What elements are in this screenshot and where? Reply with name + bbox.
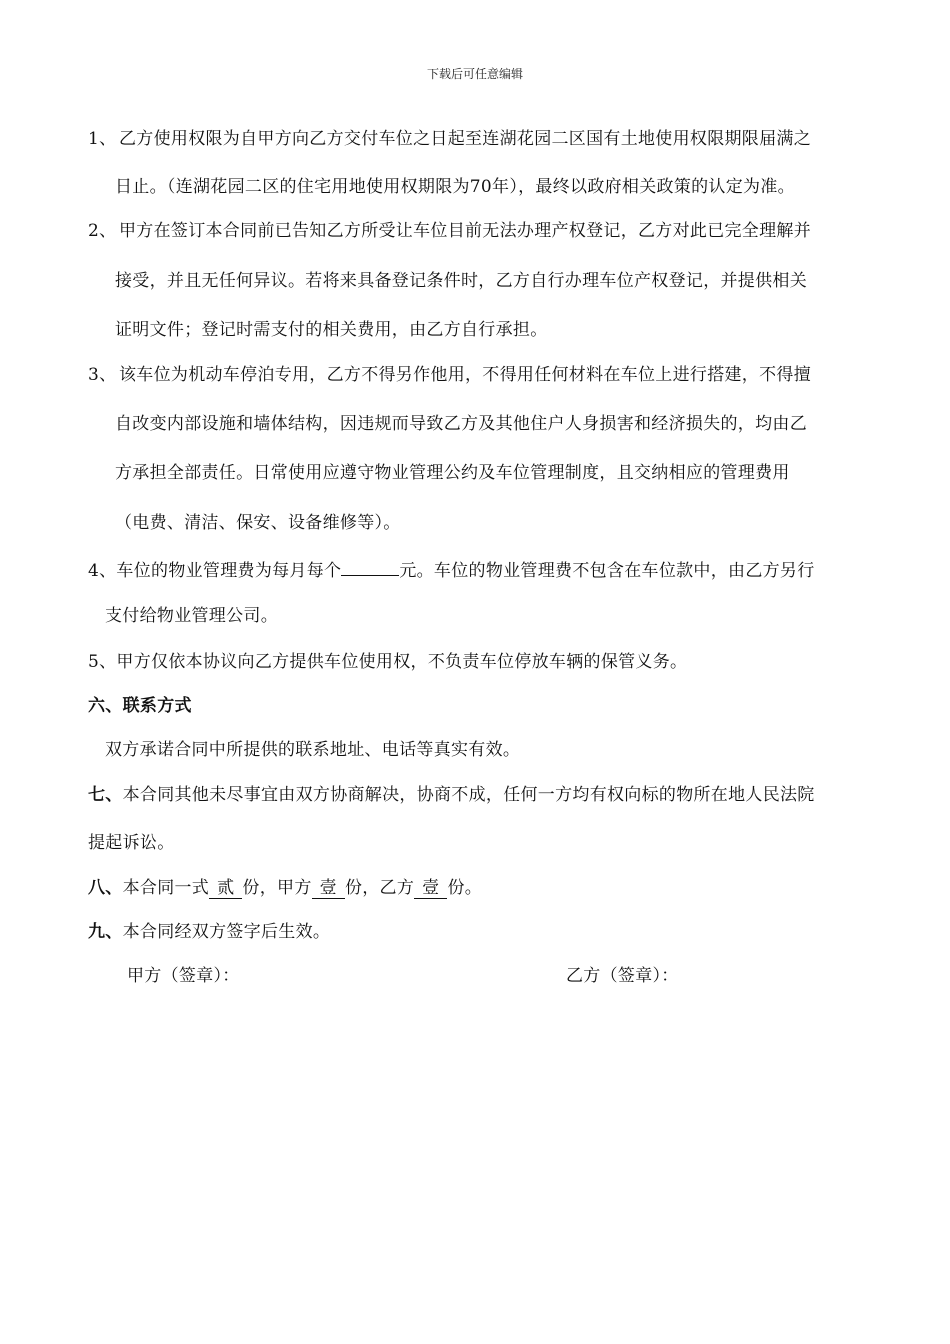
clause-2-number: 2、 [88, 221, 117, 241]
section-7-text: 本合同其他未尽事宜由双方协商解决，协商不成，任何一方均有权向标的物所在地人民法院 [122, 785, 815, 805]
section-8 [88, 877, 482, 899]
clause-1-line-1: 乙方使用权限为自甲方向乙方交付车位之日起至连湖花园二区国有土地使用权限期限届满之 [119, 129, 811, 149]
section-8-text-1: 本合同一式 [122, 878, 210, 898]
section-8-text-3: 份，乙方 [344, 878, 415, 898]
clause-3-line-3: 方承担全部责任。日常使用应遵守物业管理公约及车位管理制度，且交纳相应的管理费用 [115, 463, 790, 483]
section-7-heading: 七、 [88, 785, 123, 805]
header-note: 下载后可任意编辑 [426, 67, 523, 81]
section-7-line-1 [88, 784, 815, 806]
clause-3-line-2: 自改变内部设施和墙体结构，因违规而导致乙方及其他住户人身损害和经济损失的，均由乙 [115, 414, 807, 434]
copies-party-a: 壹 [312, 878, 345, 899]
clause-1-line-2: 日止。（连湖花园二区的住宅用地使用权期限为70年），最终以政府相关政策的认定为准。 [115, 177, 795, 197]
party-a-signature-label: 甲方（签章）： [127, 966, 240, 986]
copies-total: 贰 [209, 878, 242, 899]
section-7-line-2: 提起诉讼。 [88, 833, 175, 853]
clause-5: 5、甲方仅依本协议向乙方提供车位使用权，不负责车位停放车辆的保管义务。 [88, 652, 688, 672]
clause-3-number: 3、 [88, 365, 117, 385]
party-b-signature-label: 乙方（签章）： [566, 966, 679, 986]
section-9-heading: 九、 [88, 922, 123, 942]
clause-3-line-1: 该车位为机动车停泊专用，乙方不得另作他用，不得用任何材料在车位上进行搭建，不得擅 [119, 365, 811, 385]
clause-2-line-1: 甲方在签订本合同前已告知乙方所受让车位目前无法办理产权登记，乙方对此已完全理解并 [119, 221, 811, 241]
section-6-title: 六、联系方式 [88, 696, 192, 716]
section-8-text-2: 份，甲方 [242, 878, 312, 898]
clause-4-line-1 [88, 557, 815, 582]
section-9-text: 本合同经双方签字后生效。 [122, 922, 331, 942]
management-fee-blank [341, 557, 399, 576]
clause-2-line-2: 接受，并且无任何异议。若将来具备登记条件时，乙方自行办理车位产权登记，并提供相关 [115, 271, 807, 291]
clause-4-suffix: 元。车位的物业管理费不包含在车位款中，由乙方另行 [399, 561, 815, 581]
clause-4-line-2: 支付给物业管理公司。 [105, 606, 278, 626]
clause-4-prefix: 4、车位的物业管理费为每月每个 [88, 561, 342, 581]
clause-2-line-3: 证明文件；登记时需支付的相关费用，由乙方自行承担。 [115, 320, 548, 340]
section-8-text-4: 份。 [447, 878, 483, 898]
copies-party-b: 壹 [414, 878, 447, 899]
clause-3-line-4: （电费、清洁、保安、设备维修等）。 [115, 513, 401, 533]
section-9 [88, 921, 330, 943]
clause-1-number: 1、 [88, 129, 117, 149]
section-6-body: 双方承诺合同中所提供的联系地址、电话等真实有效。 [105, 740, 521, 760]
section-8-heading: 八、 [88, 878, 123, 898]
